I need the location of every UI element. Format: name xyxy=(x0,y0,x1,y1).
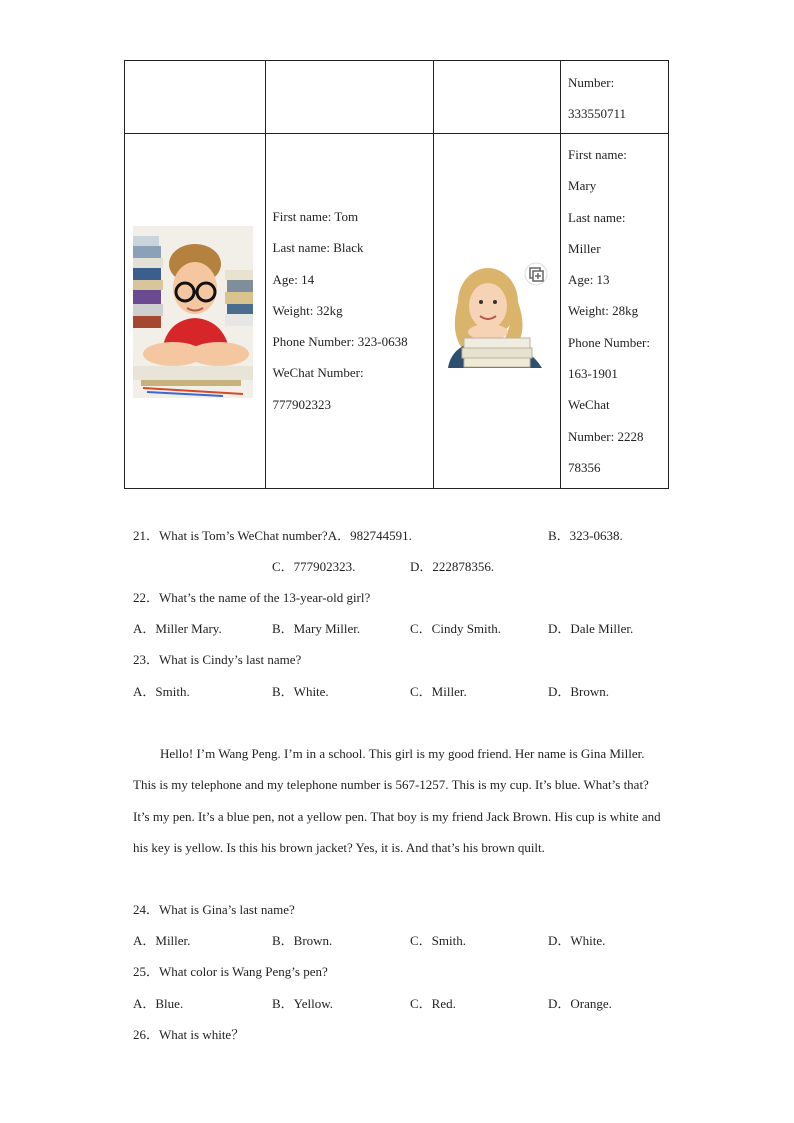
q21-option-b: B．323-0638. xyxy=(548,528,623,543)
q23-option-d: D．Brown. xyxy=(548,684,610,699)
question-21: 21．What is Tom’s WeChat number?A．982744591. xyxy=(133,528,412,543)
mary-photo-cell xyxy=(434,134,561,489)
tom-weight: Weight: 32kg xyxy=(272,302,343,318)
passage-text: Hello! I’m Wang Peng. I’m in a school. This girl is my good friend. Her name is Gina Miller. This is my telephone and my telephone number is 567-1257. This is my cup. It’s blue. What’s that? It’s my pen. It’s a blue pen, not a yellow pen. That boy is my friend Jack Brown. His cup is white and his key is yellow. Is this his brown jacket? Yes, it is. And that’s his brown quilt. xyxy=(133,746,661,855)
mary-wechat-label: WeChat xyxy=(568,397,610,413)
q21-option-d: D．222878356. xyxy=(410,559,495,574)
profile-table xyxy=(124,60,669,489)
q22-option-d: D．Dale Miller. xyxy=(548,621,634,636)
question-22: 22．What’s the name of the 13-year-old girl? xyxy=(133,590,371,605)
tom-wechat-label: WeChat Number: xyxy=(272,365,364,381)
q22-option-b: B．Mary Miller. xyxy=(272,621,361,636)
tom-photo xyxy=(133,226,253,398)
q24-option-d: D．White. xyxy=(548,933,606,948)
question-26: 26．What is white？ xyxy=(133,1027,245,1042)
number-label: Number: xyxy=(568,75,615,90)
q25-option-d: D．Orange. xyxy=(548,996,612,1011)
reading-passage xyxy=(133,738,668,863)
mary-phone-label: Phone Number: xyxy=(568,334,650,350)
q25-option-a: A．Blue. xyxy=(133,996,184,1011)
q24-option-b: B．Brown. xyxy=(272,933,333,948)
mary-info-cell xyxy=(561,134,669,489)
q22-option-a: A．Miller Mary. xyxy=(133,621,222,636)
q25-option-b: B．Yellow. xyxy=(272,996,334,1011)
mary-wechat-number-2: 78356 xyxy=(568,459,601,475)
mary-photo xyxy=(442,262,550,370)
q23-option-c: C．Miller. xyxy=(410,684,467,699)
q25-option-c: C．Red. xyxy=(410,996,456,1011)
tom-first-name: First name: Tom xyxy=(272,209,359,224)
mary-age: Age: 13 xyxy=(568,272,610,288)
q24-option-a: A．Miller. xyxy=(133,933,191,948)
q23-option-a: A．Smith. xyxy=(133,684,190,699)
q24-option-c: C．Smith. xyxy=(410,933,466,948)
table-cell xyxy=(434,61,561,134)
mary-weight: Weight: 28kg xyxy=(568,303,639,319)
tom-last-name: Last name: Black xyxy=(272,240,364,256)
q23-option-b: B．White. xyxy=(272,684,329,699)
table-cell xyxy=(561,61,669,134)
mary-last-name: Miller xyxy=(568,240,601,256)
mary-phone: 163-1901 xyxy=(568,366,618,382)
question-25: 25．What color is Wang Peng’s pen? xyxy=(133,964,328,979)
table-cell xyxy=(265,61,434,134)
mary-first-name: Mary xyxy=(568,178,597,194)
tom-photo-cell xyxy=(125,134,266,489)
mary-last-name-label: Last name: xyxy=(568,209,626,225)
table-cell xyxy=(125,61,266,134)
tom-wechat-value: 777902323 xyxy=(272,396,332,412)
number-value: 333550711 xyxy=(568,106,627,122)
tom-info-cell xyxy=(265,134,434,489)
question-23: 23．What is Cindy’s last name? xyxy=(133,652,302,667)
mary-first-name-label: First name: xyxy=(568,147,627,162)
tom-age: Age: 14 xyxy=(272,271,315,287)
q21-option-c: C．777902323. xyxy=(272,559,356,574)
mary-wechat-number-1: Number: 2228 xyxy=(568,428,644,444)
question-24: 24．What is Gina’s last name? xyxy=(133,902,295,917)
q22-option-c: C．Cindy Smith. xyxy=(410,621,502,636)
tom-phone: Phone Number: 323-0638 xyxy=(272,334,408,350)
